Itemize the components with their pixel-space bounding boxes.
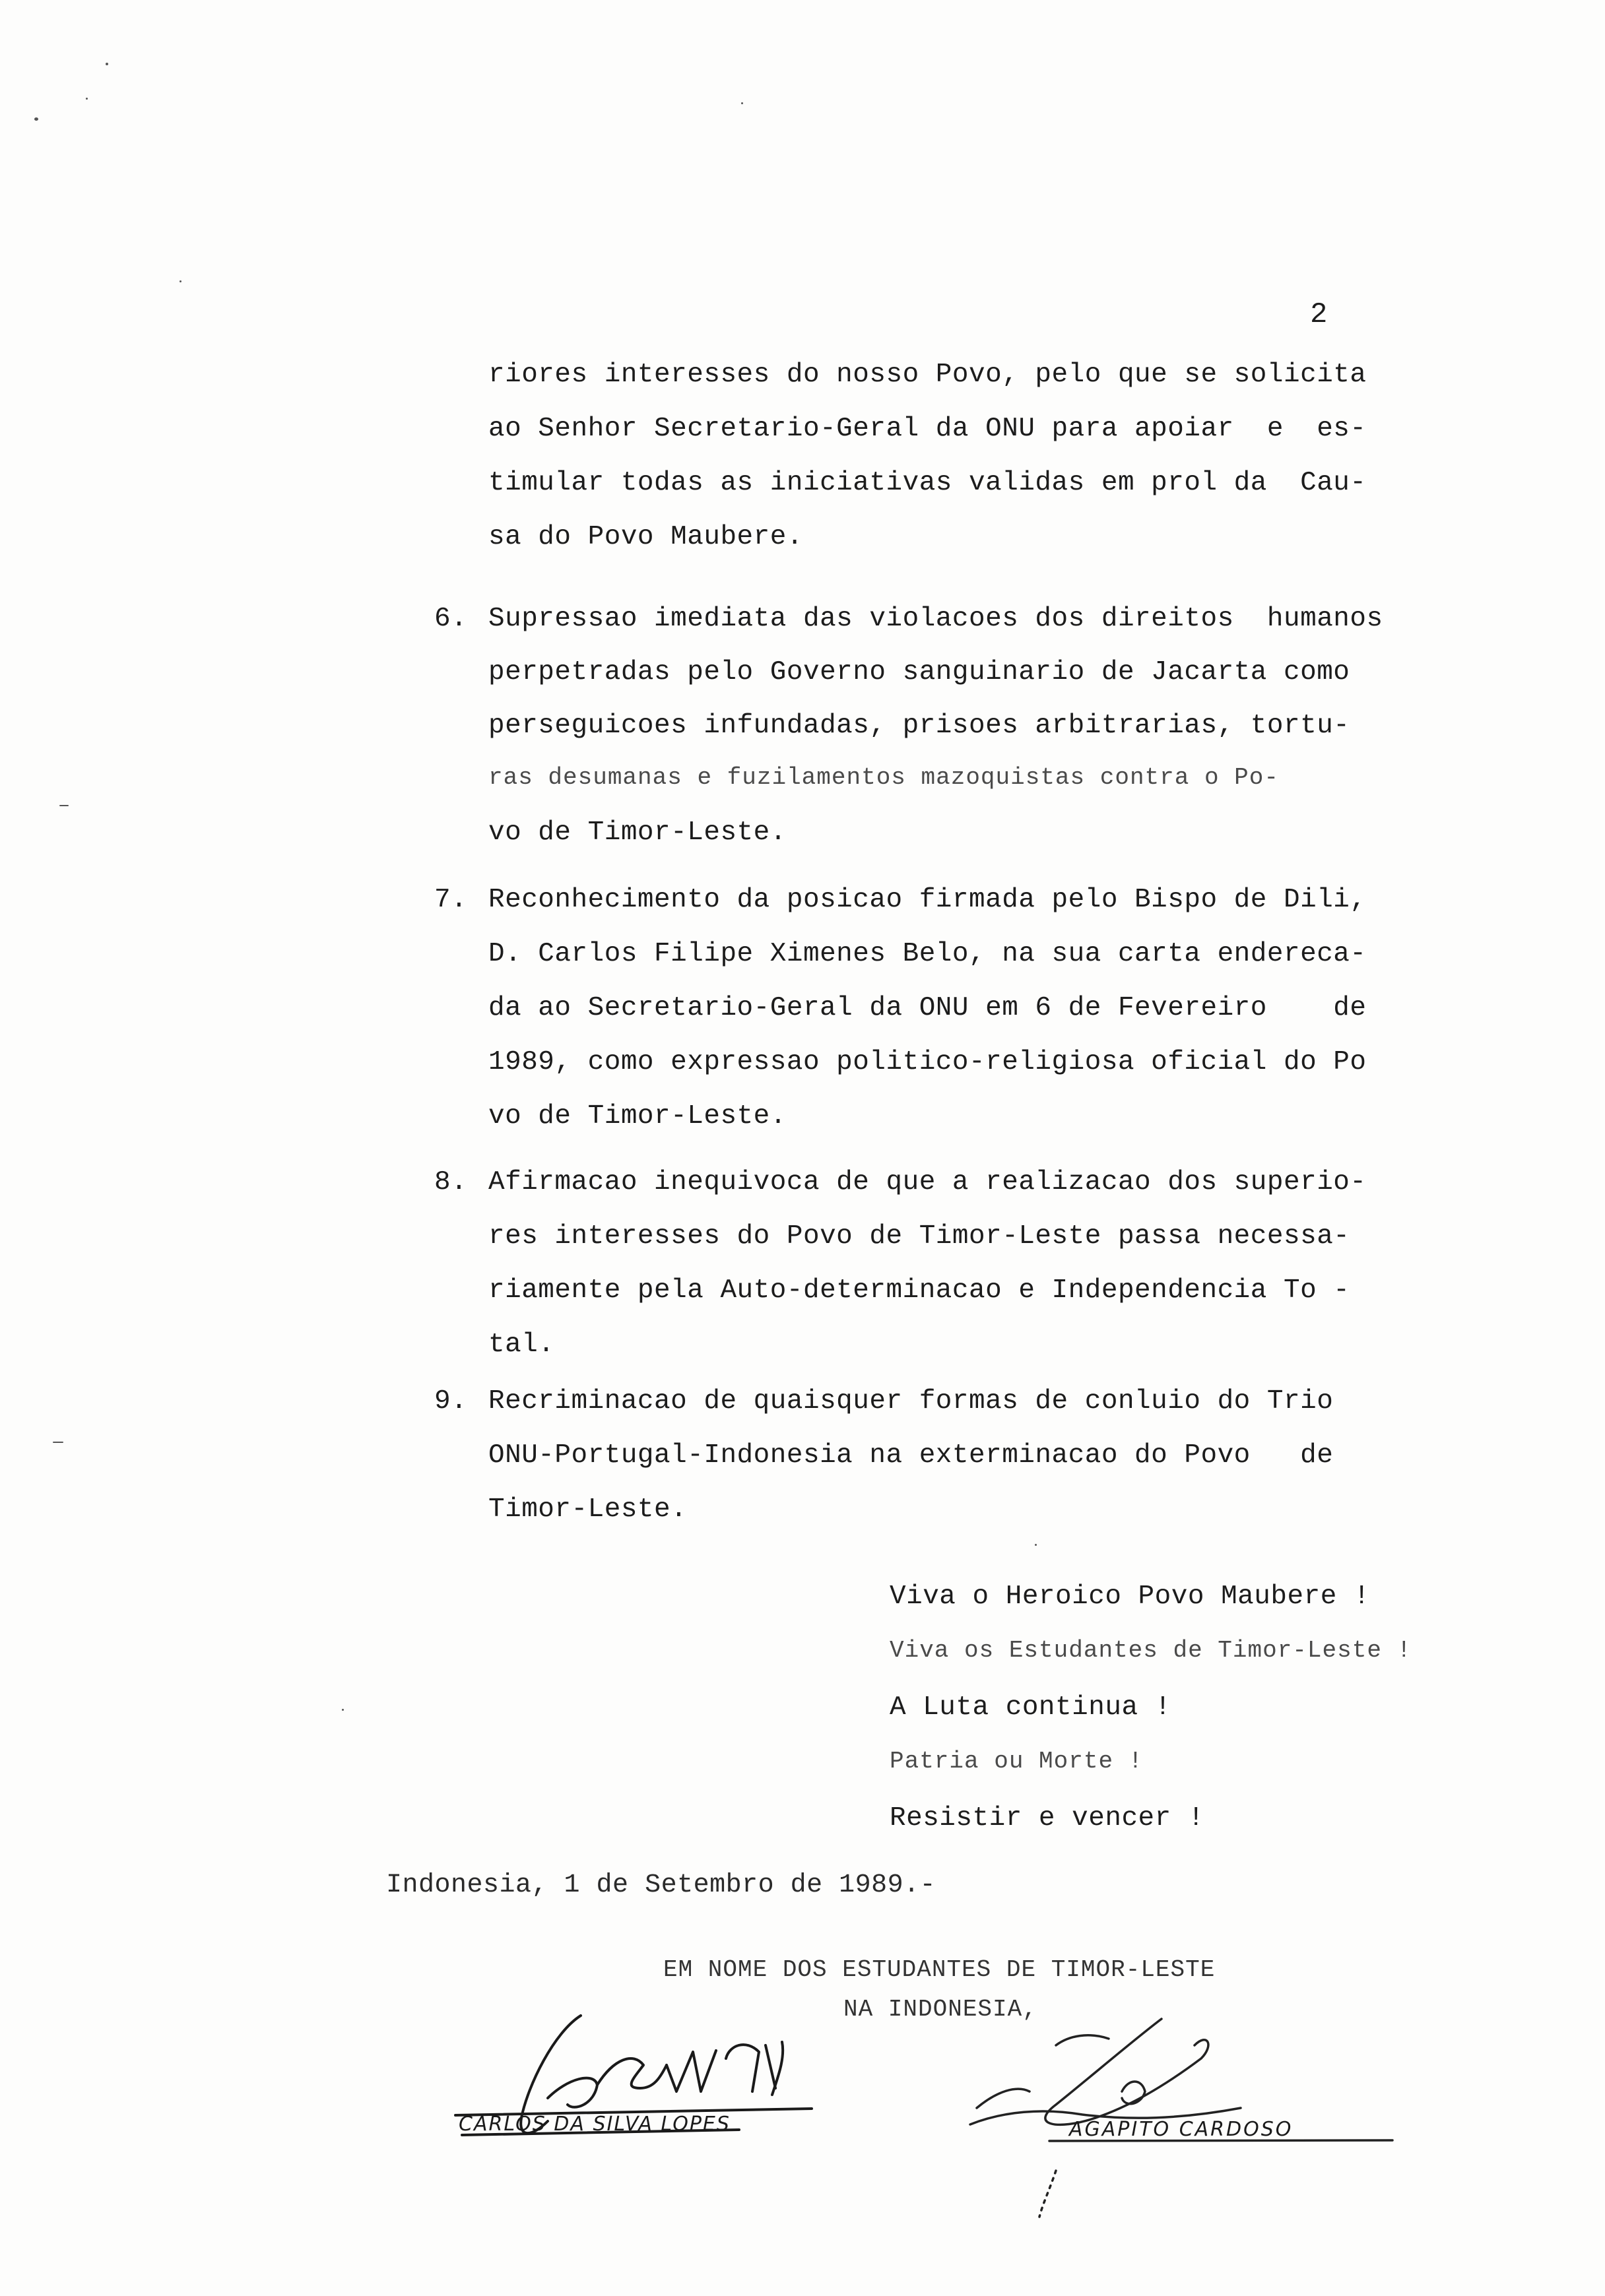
scan-speck [59, 805, 69, 806]
item-line: ONU-Portugal-Indonesia na exterminacao do Povo de [488, 1440, 1334, 1471]
paragraph-line: timular todas as iniciativas validas em prol da Cau- [488, 468, 1367, 498]
item-number: 7. [434, 885, 468, 915]
item-line: Recriminacao de quaisquer formas de conluio do Trio [488, 1386, 1334, 1417]
scan-speck [342, 1709, 344, 1711]
slogan-line: Resistir e vencer ! [890, 1803, 1204, 1834]
item-line: Afirmacao inequivoca de que a realizacao dos superio- [488, 1167, 1367, 1197]
signature-heading: EM NOME DOS ESTUDANTES DE TIMOR-LESTE [663, 1956, 1216, 1983]
item-line: Reconhecimento da posicao firmada pelo Bispo de Dili, [488, 885, 1367, 915]
item-line: Supressao imediata das violacoes dos direitos humanos [488, 604, 1383, 634]
paragraph-line: ao Senhor Secretario-Geral da ONU para apoiar e es- [488, 414, 1367, 444]
item-line: ras desumanas e fuzilamentos mazoquistas contra o Po- [488, 764, 1279, 791]
item-number: 8. [434, 1167, 468, 1197]
item-line: tal. [488, 1329, 555, 1360]
item-line: perseguicoes infundadas, prisoes arbitrarias, tortu- [488, 711, 1350, 741]
item-number: 9. [434, 1386, 468, 1417]
item-line: perpetradas pelo Governo sanguinario de Jacarta como [488, 657, 1350, 687]
item-line: vo de Timor-Leste. [488, 1101, 787, 1132]
scan-speck [180, 280, 181, 282]
item-line: riamente pela Auto-determinacao e Independencia To - [488, 1275, 1350, 1306]
paragraph-line: sa do Povo Maubere. [488, 522, 803, 552]
item-line: 1989, como expressao politico-religiosa oficial do Po [488, 1047, 1367, 1077]
item-number: 6. [434, 604, 468, 634]
item-line: vo de Timor-Leste. [488, 817, 787, 848]
scan-speck [106, 63, 108, 65]
signatory-name-2: AGAPITO CARDOSO [1069, 2118, 1294, 2141]
scan-speck [53, 1442, 63, 1443]
slogan-line: Patria ou Morte ! [890, 1748, 1144, 1775]
signatory-name-1: CARLOS DA SILVA LOPES [459, 2113, 731, 2136]
scan-speck [86, 98, 88, 100]
scan-speck [34, 117, 38, 121]
paragraph-line: riores interesses do nosso Povo, pelo que se solicita [488, 360, 1367, 390]
slogan-line: Viva o Heroico Povo Maubere ! [890, 1581, 1371, 1612]
scan-speck [741, 102, 743, 104]
page-number: 2 [1310, 298, 1328, 331]
item-line: D. Carlos Filipe Ximenes Belo, na sua carta endereca- [488, 939, 1367, 969]
slogan-line: A Luta continua ! [890, 1692, 1171, 1723]
slogan-line: Viva os Estudantes de Timor-Leste ! [890, 1637, 1412, 1664]
scan-speck [1035, 1544, 1037, 1546]
item-line: res interesses do Povo de Timor-Leste passa necessa- [488, 1221, 1350, 1252]
item-line: Timor-Leste. [488, 1494, 688, 1525]
item-line: da ao Secretario-Geral da ONU em 6 de Fevereiro de [488, 993, 1367, 1023]
signature-heading-2: NA INDONESIA, [843, 1996, 1037, 2023]
date-line: Indonesia, 1 de Setembro de 1989.- [386, 1870, 936, 1900]
